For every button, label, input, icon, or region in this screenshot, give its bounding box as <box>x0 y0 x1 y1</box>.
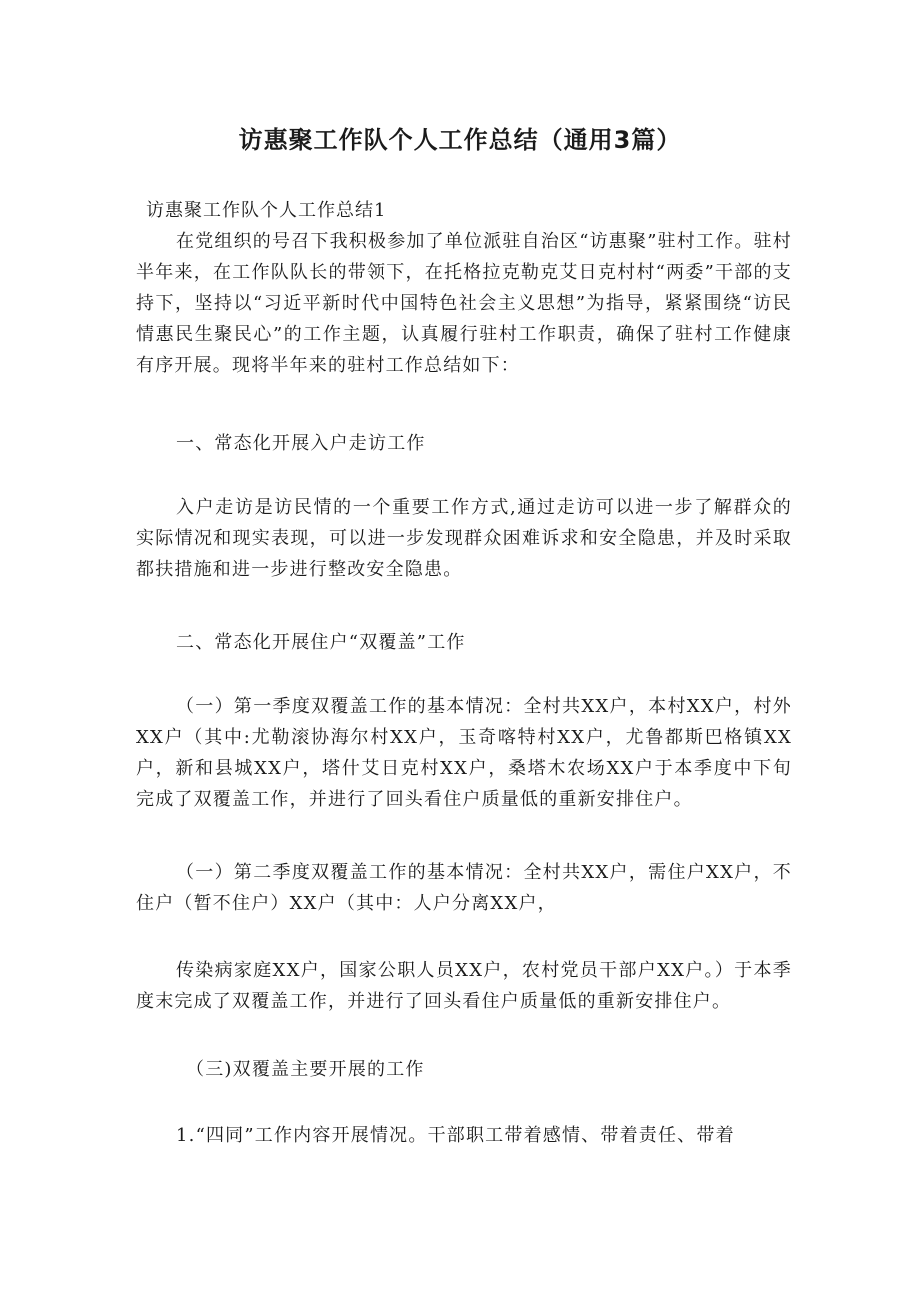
section2-paragraph-2: （一）第二季度双覆盖工作的基本情况：全村共XX户，需住户XX户，不住户（暂不住户）XX户（其中：人户分离XX户， <box>136 862 792 914</box>
section2-paragraph-1: （一）第一季度双覆盖工作的基本情况：全村共XX户，本村XX户，村外XX户（其中:尤勒滚协海尔村XX户，玉奇喀特村XX户，尤鲁都斯巴格镇XX户，新和县城XX户，塔什艾日克村XX户，桑塔木农场XX户于本季度中下旬完成了双覆盖工作，并进行了回头看住户质量低的重新安排住户。 <box>136 696 792 810</box>
subtitle: 访惠聚工作队个人工作总结1 <box>146 200 387 221</box>
intro-paragraph: 在党组织的号召下我积极参加了单位派驻自治区“访惠聚”驻村工作。驻村半年来，在工作队队长的带领下，在托格拉克勒克艾日克村村“两委”干部的支持下，坚持以“习近平新时代中国特色社会主义思想”为指导，紧紧围绕“访民情惠民生聚民心”的工作主题，认真履行驻村工作职责，确保了驻村工作健康有序开展。现将半年来的驻村工作总结如下： <box>136 231 793 376</box>
document-title: 访惠聚工作队个人工作总结（通用3篇） <box>238 126 682 154</box>
section2-subheading-3: （三)双覆盖主要开展的工作 <box>186 1059 425 1080</box>
section1-heading: 一、常态化开展入户走访工作 <box>176 433 426 454</box>
item-1-paragraph: 1.“四同”工作内容开展情况。干部职工带着感情、带着责任、带着 <box>176 1125 735 1146</box>
section2-paragraph-3: 传染病家庭XX户，国家公职人员XX户，农村党员干部户XX户。）于本季度末完成了双覆盖工作，并进行了回头看住户质量低的重新安排住户。 <box>136 960 792 1012</box>
section1-paragraph: 入户走访是访民情的一个重要工作方式,通过走访可以进一步了解群众的实际情况和现实表现，可以进一步发现群众困难诉求和安全隐患，并及时采取都扶措施和进一步进行整改安全隐患。 <box>136 497 792 580</box>
section2-heading: 二、常态化开展住户“双覆盖”工作 <box>176 632 466 653</box>
